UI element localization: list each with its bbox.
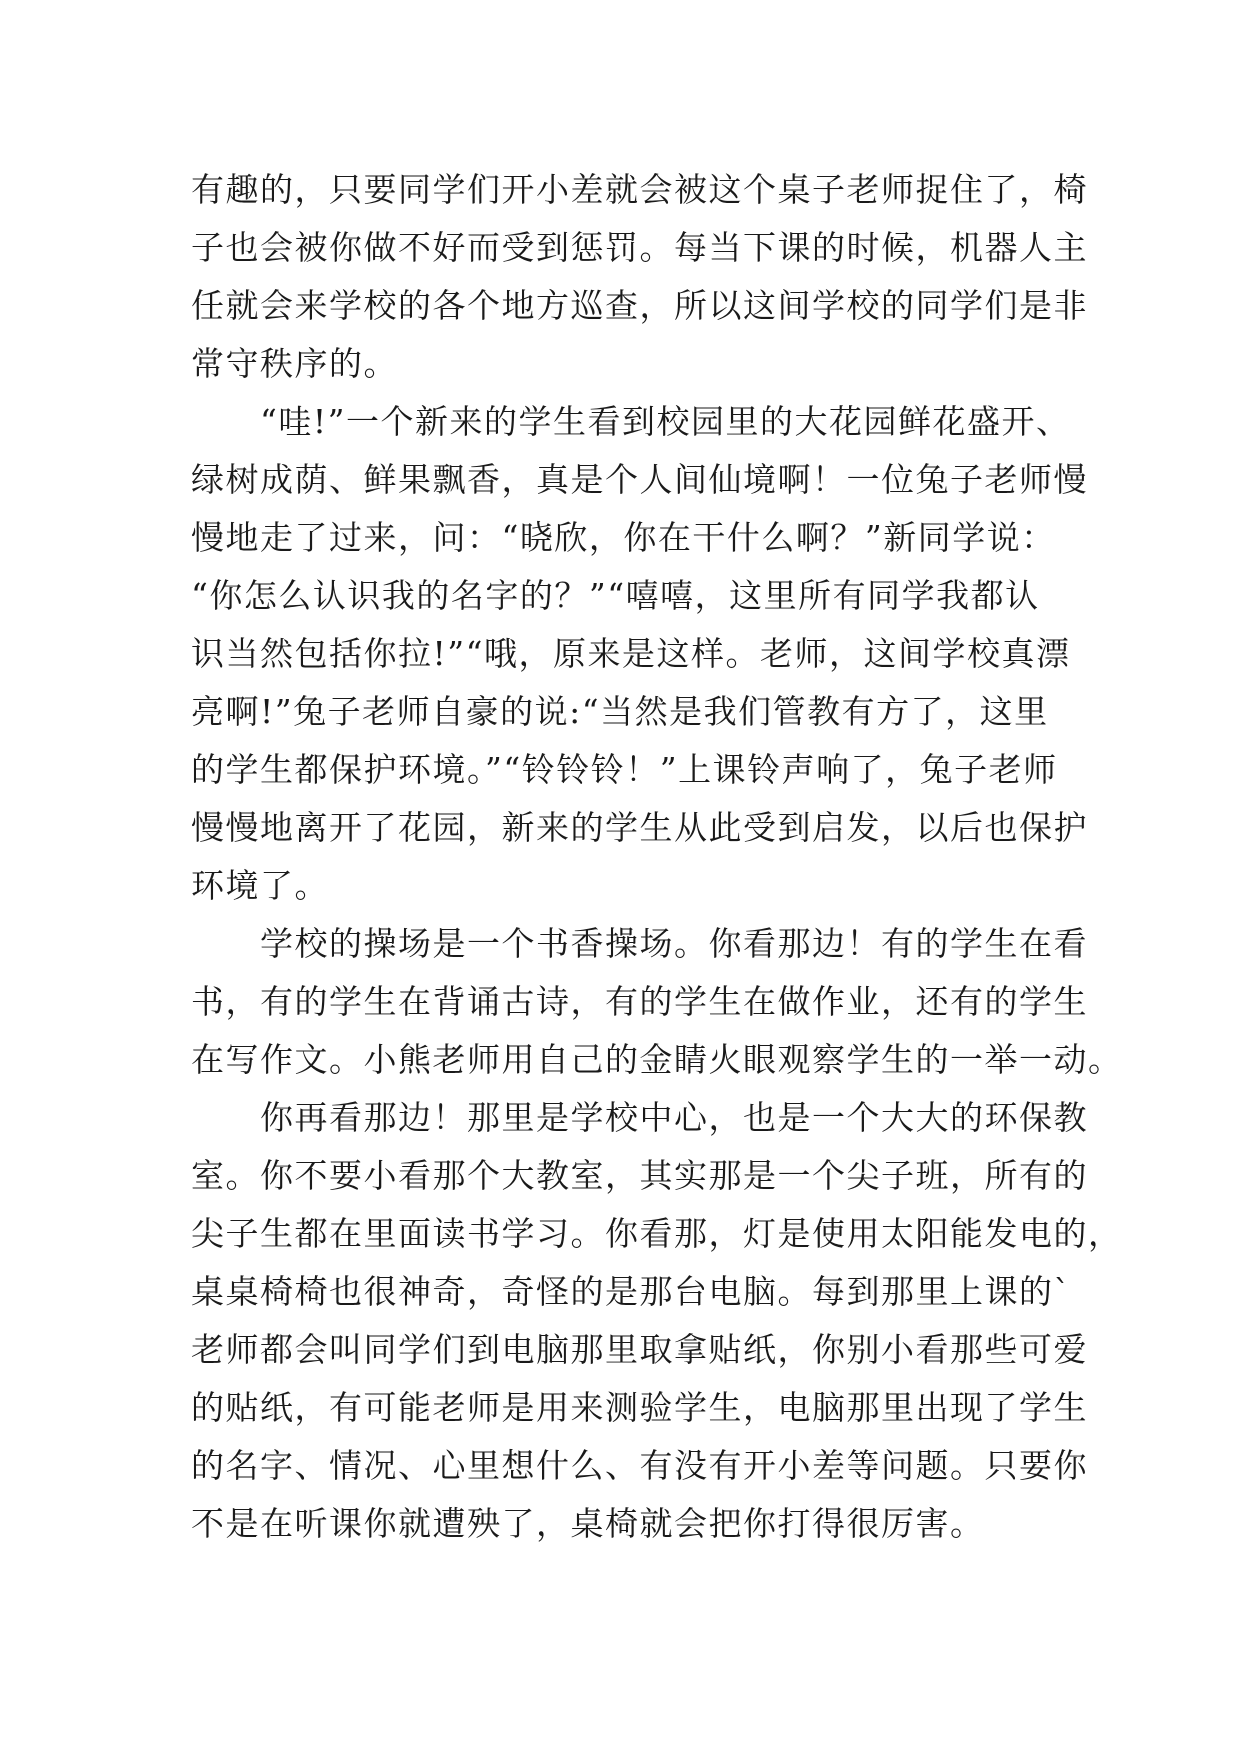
document-body	[191, 161, 1123, 1553]
paragraph-1	[191, 161, 1088, 393]
text-line: 的名字、情况、心里想什么、有没有开小差等问题。只要你	[191, 1446, 1088, 1485]
text-line: “你怎么认识我的名字的？”“嘻嘻，这里所有同学我都认	[191, 576, 1040, 615]
text-line: 不是在听课你就遭殃了，桌椅就会把你打得很厉害。	[191, 1504, 985, 1543]
text-line: 你再看那边！那里是学校中心，也是一个大大的环保教	[191, 1098, 1088, 1137]
text-line: 慢地走了过来，问：“晓欣，你在干什么啊？”新同学说：	[191, 518, 1056, 557]
text-line: 的贴纸，有可能老师是用来测验学生，电脑那里出现了学生	[191, 1388, 1088, 1427]
text-line: 子也会被你做不好而受到惩罚。每当下课的时候，机器人主	[191, 228, 1088, 267]
text-line: 在写作文。小熊老师用自己的金睛火眼观察学生的一举一动。	[191, 1040, 1123, 1079]
text-line: 书，有的学生在背诵古诗，有的学生在做作业，还有的学生	[191, 982, 1088, 1021]
text-line: 室。你不要小看那个大教室，其实那是一个尖子班，所有的	[191, 1156, 1088, 1195]
text-line: 慢慢地离开了花园，新来的学生从此受到启发，以后也保护	[191, 808, 1088, 847]
text-line: 亮啊!”兔子老师自豪的说:“当然是我们管教有方了，这里	[191, 692, 1049, 731]
text-line: 识当然包括你拉!”“哦，原来是这样。老师，这间学校真漂	[191, 634, 1071, 673]
text-line: 的学生都保护环境。”“铃铃铃！”上课铃声响了，兔子老师	[191, 750, 1058, 789]
text-line: 任就会来学校的各个地方巡查，所以这间学校的同学们是非	[191, 286, 1088, 325]
text-line: 桌桌椅椅也很神奇，奇怪的是那台电脑。每到那里上课的`	[191, 1272, 1072, 1311]
text-line: 尖子生都在里面读书学习。你看那，灯是使用太阳能发电的，	[191, 1214, 1123, 1253]
text-line: 学校的操场是一个书香操场。你看那边！有的学生在看	[191, 924, 1088, 963]
text-line: 老师都会叫同学们到电脑那里取拿贴纸，你别小看那些可爱	[191, 1330, 1088, 1369]
text-line: “哇!”一个新来的学生看到校园里的大花园鲜花盛开、	[191, 402, 1071, 441]
paragraph-4	[191, 1089, 1123, 1553]
paragraph-2	[191, 393, 1088, 915]
text-line: 常守秩序的。	[191, 344, 398, 383]
text-line: 绿树成荫、鲜果飘香，真是个人间仙境啊！一位兔子老师慢	[191, 460, 1088, 499]
text-line: 有趣的，只要同学们开小差就会被这个桌子老师捉住了，椅	[191, 170, 1088, 209]
text-line: 环境了。	[191, 866, 329, 905]
paragraph-3	[191, 915, 1123, 1089]
